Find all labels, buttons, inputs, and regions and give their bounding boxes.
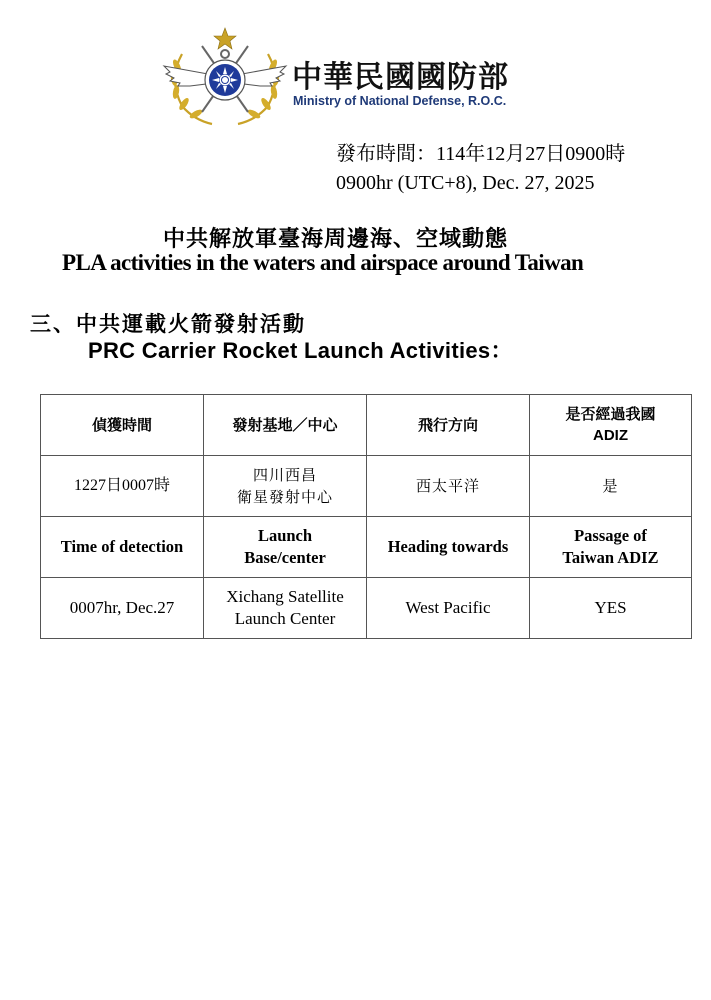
header-adiz-en	[530, 517, 692, 578]
release-time-en: 0900hr (UTC+8), Dec. 27, 2025	[336, 172, 595, 194]
header-adiz-zh	[530, 395, 692, 456]
cell-base-en-line1: Xichang Satellite	[226, 587, 344, 606]
header-adiz-zh-line1: 是否經過我國	[565, 405, 656, 423]
table-row-en	[41, 578, 692, 639]
header-base-zh: 發射基地／中心	[204, 395, 367, 456]
ministry-name-zh: 中華民國國防部	[292, 60, 509, 95]
cell-base-zh-line1: 四川西昌	[252, 466, 317, 484]
release-time	[336, 140, 625, 198]
header-time-en: Time of detection	[41, 517, 204, 578]
table-row-zh	[41, 456, 692, 517]
header-adiz-en-line2: Taiwan ADIZ	[562, 548, 659, 567]
header-adiz-en-line1: Passage of	[574, 526, 647, 545]
cell-base-en-line2: Launch Center	[234, 609, 336, 628]
cell-time-zh: 1227日0007時	[41, 456, 204, 517]
header-time-zh: 偵獲時間	[41, 395, 204, 456]
table-header-row-zh	[41, 395, 692, 456]
cell-adiz-en: YES	[530, 578, 692, 639]
table-header-row-en	[41, 517, 692, 578]
cell-heading-en: West Pacific	[367, 578, 530, 639]
section-heading-zh: 三、中共運載火箭發射活動	[30, 312, 306, 336]
header-heading-zh: 飛行方向	[367, 395, 530, 456]
header-adiz-zh-line2: ADIZ	[593, 427, 628, 444]
section-heading-en: PRC Carrier Rocket Launch Activities：	[88, 338, 513, 363]
document-title-zh: 中共解放軍臺海周邊海、空域動態	[162, 227, 508, 252]
mnd-emblem-icon	[160, 24, 290, 129]
launch-activity-table	[40, 394, 692, 639]
header-base-en	[204, 517, 367, 578]
header-base-en-line2: Base/center	[244, 548, 326, 567]
cell-adiz-zh: 是	[530, 456, 692, 517]
cell-base-zh-line2: 衛星發射中心	[236, 488, 333, 506]
cell-base-zh	[204, 456, 367, 517]
cell-base-en	[204, 578, 367, 639]
cell-time-en: 0007hr, Dec.27	[41, 578, 204, 639]
document-title-en: PLA activities in the waters and airspace around Taiwan	[62, 250, 584, 275]
cell-heading-zh: 西太平洋	[367, 456, 530, 517]
release-time-zh: 發布時間：114年12月27日0900時	[336, 143, 626, 165]
ministry-name-en: Ministry of National Defense, R.O.C.	[293, 94, 507, 108]
header-base-en-line1: Launch	[257, 526, 313, 545]
header-heading-en: Heading towards	[367, 517, 530, 578]
